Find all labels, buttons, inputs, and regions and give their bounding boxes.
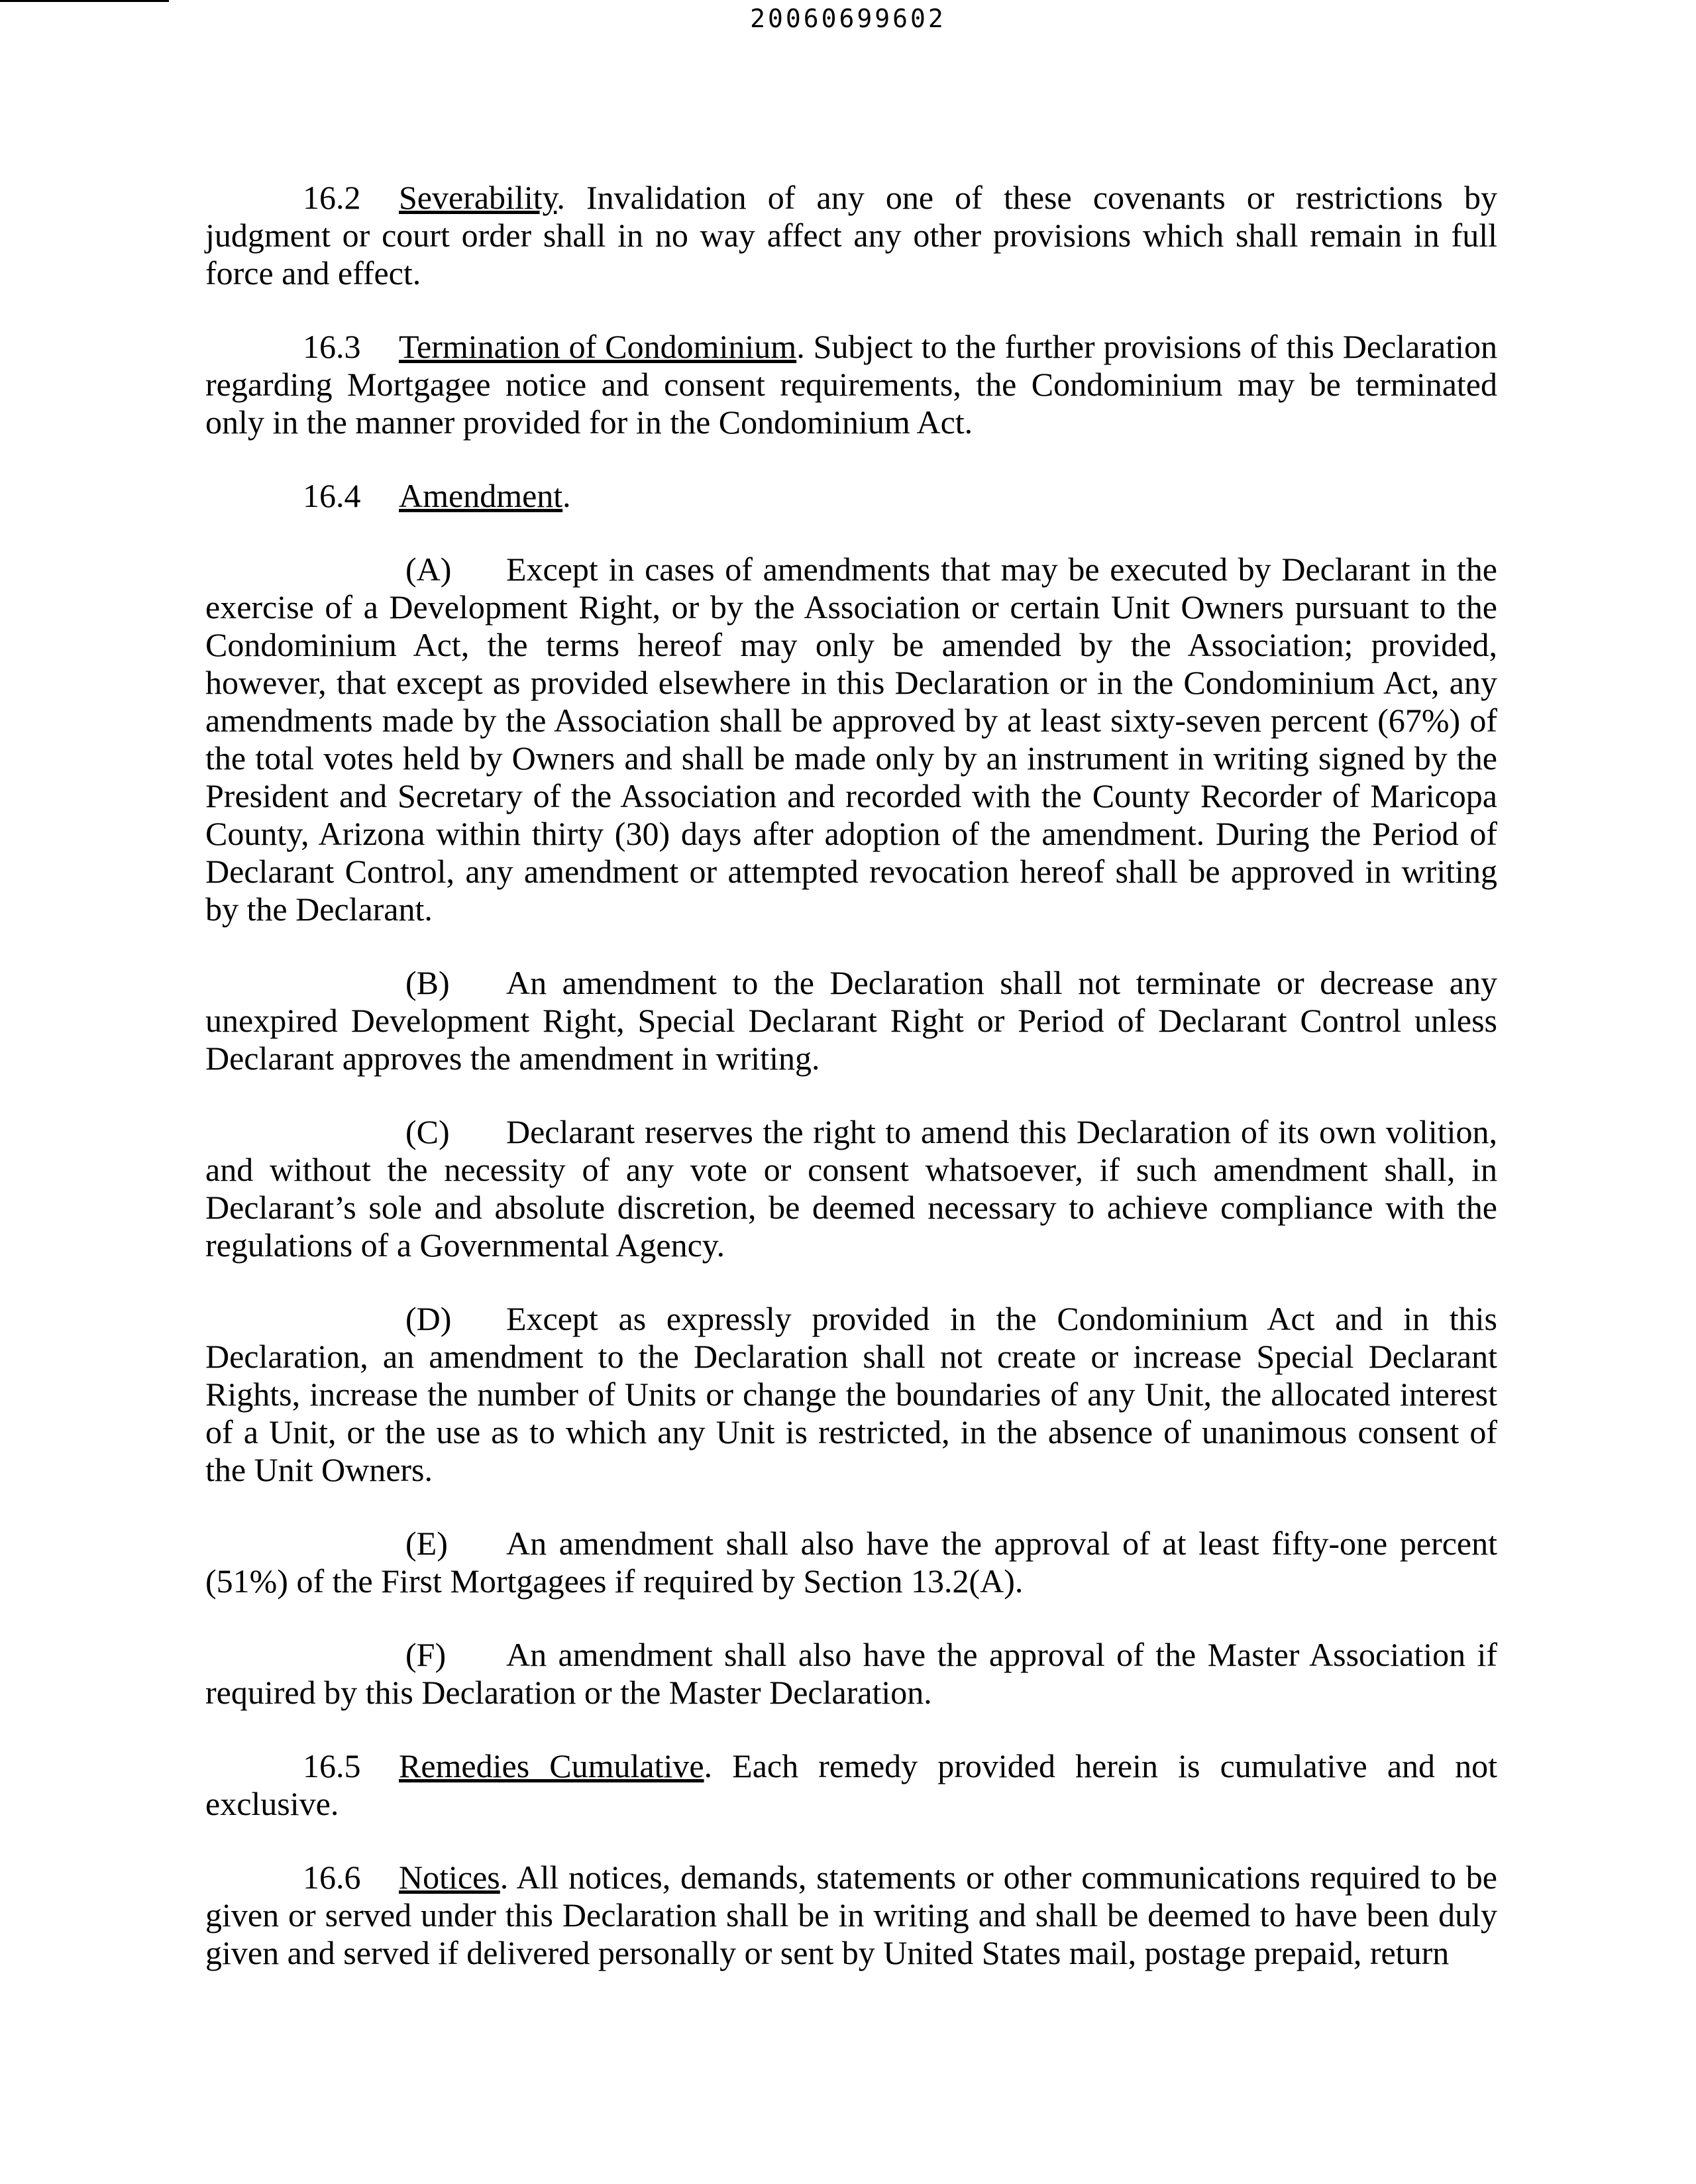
subsection-text: An amendment to the Declaration shall not terminate or decrease any unexpired Development Right, Special Declarant Right or Period of Declarant Control unless Declarant approves the amendment in writing. — [205, 964, 1497, 1077]
section-text: . Invalidation of any one of these covenants or restrictions by judgment or court order shall in no way affect any other provisions which shall remain in full force and effect. — [205, 179, 1497, 292]
subsection-label: (C) — [405, 1113, 450, 1150]
section-heading: Notices — [399, 1859, 500, 1896]
subsection-16-4-e — [205, 1525, 1497, 1600]
section-number: 16.4 — [303, 477, 361, 514]
subsection-16-4-b — [205, 964, 1497, 1077]
subsection-text: Declarant reserves the right to amend this Declaration of its own volition, and without the necessity of any vote or consent whatsoever, if such amendment shall, in Declarant’s sole and absolute discretion, be deemed necessary to achieve compliance with the regulations of a Governmental Agency. — [205, 1113, 1497, 1264]
section-16-2 — [205, 179, 1497, 292]
section-text: . — [562, 477, 571, 514]
subsection-label: (D) — [405, 1300, 452, 1337]
subsection-16-4-f — [205, 1636, 1497, 1712]
section-text: . All notices, demands, statements or other communications required to be given or served under this Declaration shall be in writing and shall be deemed to have been duly given and served if delivered personally or sent by United States mail, postage prepaid, return — [205, 1859, 1497, 1971]
subsection-label: (A) — [405, 551, 452, 588]
section-16-6 — [205, 1859, 1497, 1972]
subsection-16-4-d — [205, 1300, 1497, 1489]
section-number: 16.2 — [303, 179, 361, 216]
section-heading: Severability — [399, 179, 557, 216]
section-heading: Termination of Condominium — [399, 328, 797, 365]
scan-corner-rule — [0, 0, 169, 2]
document-body — [205, 179, 1497, 1972]
subsection-text: Except in cases of amendments that may be executed by Declarant in the exercise of a Development Right, or by the Association or certain Unit Owners pursuant to the Condominium Act, the terms hereof may only be amended by the Association; provided, however, that except as provided elsewhere in this Declaration or in the Condominium Act, any amendments made by the Association shall be approved by at least sixty-seven percent (67%) of the total votes held by Owners and shall be made only by an instrument in writing signed by the President and Secretary of the Association and recorded with the County Recorder of Maricopa County, Arizona within thirty (30) days after adoption of the amendment. During the Period of Declarant Control, any amendment or attempted revocation hereof shall be approved in writing by the Declarant. — [205, 551, 1497, 928]
section-text: . Subject to the further provisions of this Declaration regarding Mortgagee notice and consent requirements, the Condominium may be terminated only in the manner provided for in the Condominium Act. — [205, 328, 1497, 441]
section-16-4 — [205, 477, 1497, 515]
subsection-text: An amendment shall also have the approval of the Master Association if required by this Declaration or the Master Declaration. — [205, 1636, 1497, 1711]
subsection-label: (E) — [405, 1525, 448, 1562]
subsection-16-4-a — [205, 551, 1497, 928]
section-number: 16.3 — [303, 328, 361, 365]
section-16-5 — [205, 1747, 1497, 1823]
section-heading: Amendment — [399, 477, 563, 514]
subsection-text: An amendment shall also have the approval of at least fifty-one percent (51%) of the First Mortgagees if required by Section 13.2(A). — [205, 1525, 1497, 1600]
section-number: 16.6 — [303, 1859, 361, 1896]
recording-number: 20060699602 — [750, 4, 946, 33]
subsection-16-4-c — [205, 1113, 1497, 1264]
section-heading: Remedies Cumulative — [399, 1747, 704, 1784]
subsection-label: (B) — [405, 964, 450, 1001]
section-number: 16.5 — [303, 1747, 361, 1784]
subsection-label: (F) — [405, 1636, 447, 1673]
subsection-text: Except as expressly provided in the Condominium Act and in this Declaration, an amendment to the Declaration shall not create or increase Special Declarant Rights, increase the number of Units or change the boundaries of any Unit, the allocated interest of a Unit, or the use as to which any Unit is restricted, in the absence of unanimous consent of the Unit Owners. — [205, 1300, 1497, 1488]
section-16-3 — [205, 328, 1497, 441]
section-text: . Each remedy provided herein is cumulative and not exclusive. — [205, 1747, 1498, 1822]
